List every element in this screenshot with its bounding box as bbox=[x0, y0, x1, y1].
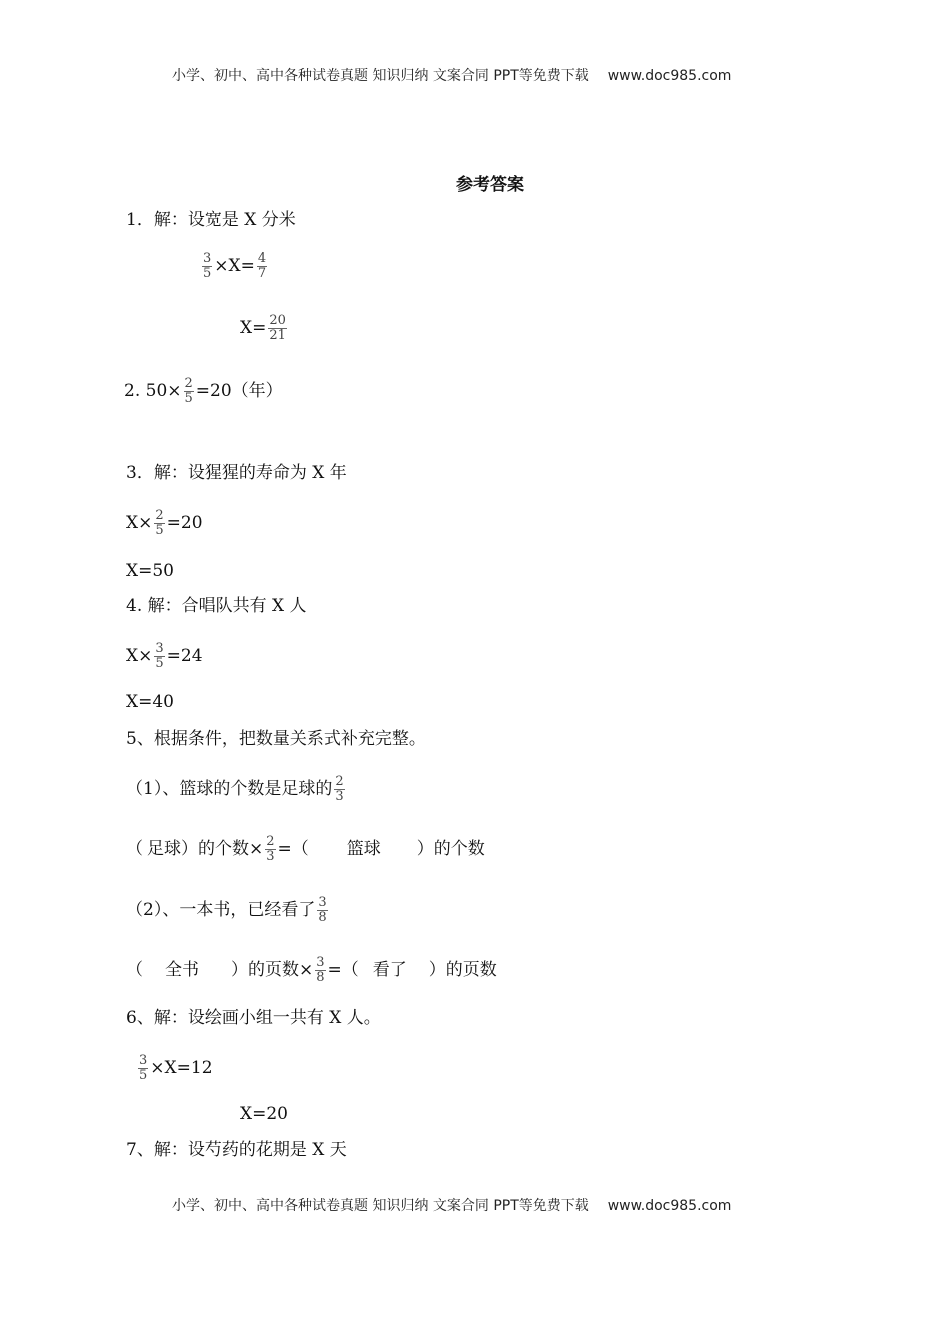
q6-equation-2: X=20 bbox=[240, 1104, 288, 1124]
q6-line: 6、解：设绘画小组一共有 X 人。 bbox=[126, 1008, 381, 1028]
fraction: $\frac{2}{5}$ bbox=[184, 376, 193, 406]
q5-line: 5、根据条件，把数量关系式补充完整。 bbox=[126, 729, 426, 749]
q3-line: 3．解：设猩猩的寿命为 X 年 bbox=[126, 463, 347, 483]
q7-line: 7、解：设芍药的花期是 X 天 bbox=[126, 1140, 347, 1160]
fraction: $\frac{3}{8}$ bbox=[316, 955, 325, 985]
q1-equation-2: X= $\frac{20}{21}$ bbox=[240, 313, 286, 343]
q5-answer-2: （ 全书 ）的页数× $\frac{3}{8}$ =（ 看了 ）的页数 bbox=[126, 955, 497, 985]
q1-equation-1: $\frac{3}{5}$ ×X= $\frac{4}{7}$ bbox=[203, 251, 267, 281]
q5-part-1: （1）、篮球的个数是足球的 $\frac{2}{3}$ bbox=[126, 774, 344, 804]
q1-line: 1．解：设宽是 X 分米 bbox=[126, 210, 296, 230]
page-title: 参考答案 bbox=[456, 175, 524, 195]
page-footer bbox=[172, 1196, 731, 1216]
fill-blank: 全书 bbox=[165, 960, 199, 980]
footer-url: www.doc985.com bbox=[607, 1198, 732, 1214]
q3-equation-2: X=50 bbox=[126, 561, 174, 581]
q2-equation: 2. 50× $\frac{2}{5}$ =20（年） bbox=[124, 376, 283, 406]
header-text: 小学、初中、高中各种试卷真题 知识归纳 文案合同 PPT等免费下载 bbox=[172, 68, 589, 84]
fraction: $\frac{2}{3}$ bbox=[335, 774, 344, 804]
q4-equation-1: X× $\frac{3}{5}$ =24 bbox=[126, 641, 203, 671]
q5-answer-1: （ 足球）的个数× $\frac{2}{3}$ =（ 篮球 ）的个数 bbox=[126, 834, 485, 864]
fraction: $\frac{20}{21}$ bbox=[269, 313, 286, 343]
q4-equation-2: X=40 bbox=[126, 692, 174, 712]
fill-blank: 足球 bbox=[147, 839, 181, 859]
fraction: $\frac{3}{5}$ bbox=[203, 251, 212, 281]
fraction: $\frac{4}{7}$ bbox=[257, 251, 267, 281]
q3-equation-1: X× $\frac{2}{5}$ =20 bbox=[126, 508, 203, 538]
fraction: $\frac{2}{5}$ bbox=[155, 508, 164, 538]
fill-blank: 看了 bbox=[372, 960, 407, 980]
fraction: $\frac{3}{8}$ bbox=[318, 895, 327, 925]
fraction: $\frac{2}{3}$ bbox=[266, 834, 275, 864]
q6-equation-1: $\frac{3}{5}$ ×X=12 bbox=[139, 1053, 213, 1083]
page-header bbox=[172, 66, 731, 86]
fill-blank: 篮球 bbox=[346, 839, 381, 859]
footer-text: 小学、初中、高中各种试卷真题 知识归纳 文案合同 PPT等免费下载 bbox=[172, 1198, 589, 1214]
q5-part-2: （2）、一本书，已经看了 $\frac{3}{8}$ bbox=[126, 895, 327, 925]
q4-line: 4. 解：合唱队共有 X 人 bbox=[126, 596, 307, 616]
fraction: $\frac{3}{5}$ bbox=[155, 641, 164, 671]
fraction: $\frac{3}{5}$ bbox=[139, 1053, 148, 1083]
header-url: www.doc985.com bbox=[607, 68, 732, 84]
